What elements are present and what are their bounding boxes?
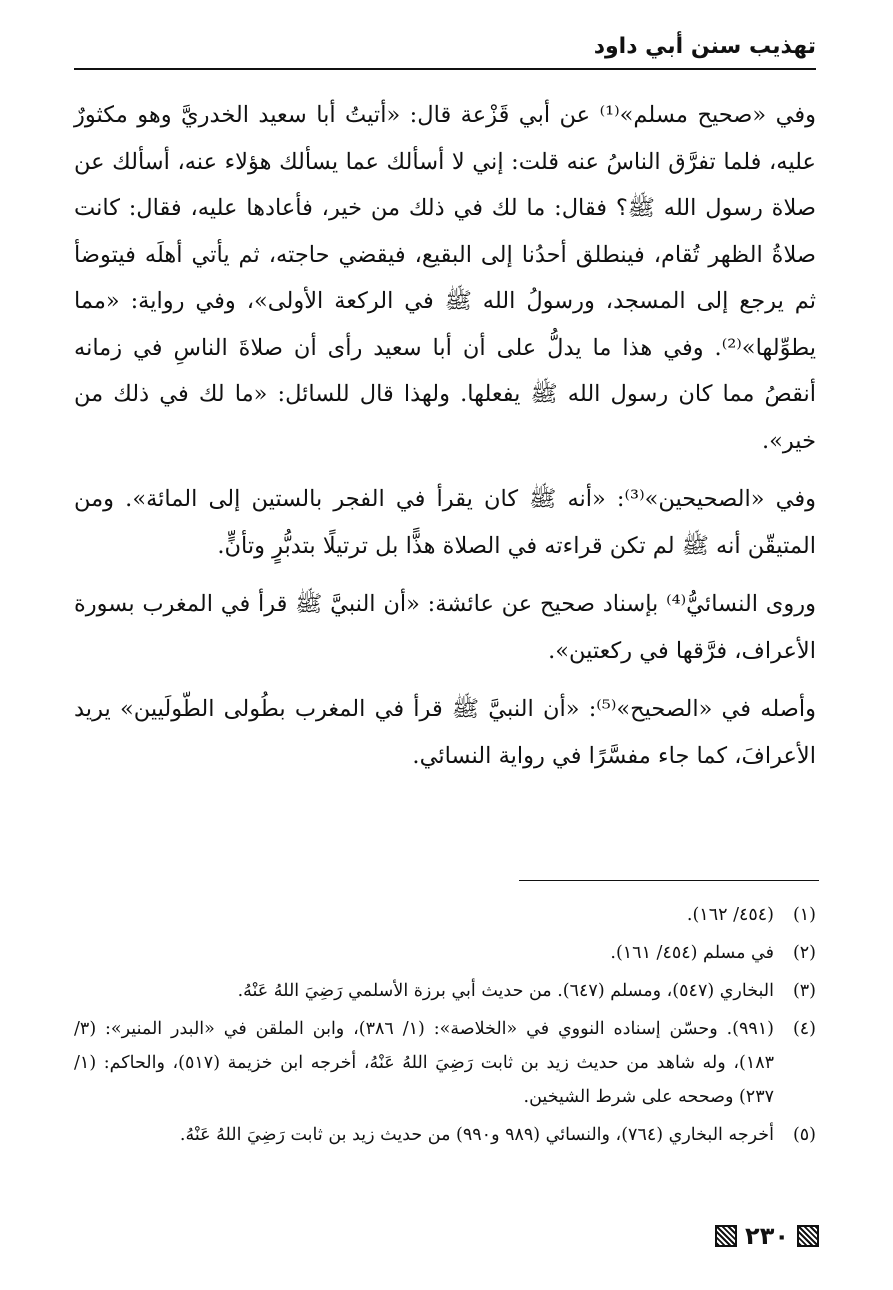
paragraph-sahihayn: وفي «الصحيحين»⁽³⁾: «أنه ﷺ كان يقرأ في الفجر بالستين إلى المائة». ومن المتيقّن أنه ﷺ لم تكن قراءته في الصلاة هذًّا بل ترتيلًا بتدبُّرٍ وتأنٍّ. [74, 486, 816, 559]
footnote-item [74, 1118, 816, 1152]
header-rule [74, 68, 816, 70]
page-number-block [715, 1222, 819, 1250]
footnote-text: البخاري (٥٤٧)، ومسلم (٦٤٧). من حديث أبي برزة الأسلمي رَضِيَ اللهُ عَنْهُ. [237, 981, 774, 1001]
footnote-item [74, 936, 816, 970]
footnote-number: (١) [792, 905, 816, 925]
footnote-item [74, 1012, 816, 1114]
page-number: ٢٣٠ [745, 1222, 789, 1250]
footnote-text: (٩٩١). وحسّن إسناده النووي في «الخلاصة»: (١/ ٣٨٦)، وابن الملقن في «البدر المنير»: (٣/ ١٨٣)، وله شاهد من حديث زيد بن ثابت رَضِيَ اللهُ عَنْهُ، أخرجه ابن خزيمة (٥١٧)، والحاكم: (١/ ٢٣٧) وصححه على شرط الشيخين. [74, 1019, 775, 1107]
footnote-item [74, 898, 816, 932]
paragraph-sahih: وأصله في «الصحيح»⁽⁵⁾: «أن النبيَّ ﷺ قرأ في المغرب بطُولى الطّولَيين» يريد الأعرافَ، كما جاء مفسَّرًا في رواية النسائي. [74, 696, 816, 769]
ornament-icon [797, 1225, 819, 1247]
footnote-separator [519, 880, 819, 881]
paragraph-muslim-hadith: وفي «صحيح مسلم»⁽¹⁾ عن أبي قَزْعة قال: «أتيتُ أبا سعيد الخدريَّ وهو مكثورٌ عليه، فلما تفرَّق الناسُ عنه قلت: إني لا أسألك عما يسألك هؤلاء عنه، أسألك عن صلاة رسول الله ﷺ؟ فقال: ما لك في ذلك من خير، فأعادها عليه، فقال: كانت صلاةُ الظهر تُقام، فينطلق أحدُنا إلى البقيع، فيقضي حاجته، ثم يأتي أهلَه فيتوضأ ثم يرجع إلى المسجد، ورسولُ الله ﷺ في الركعة الأولى»، وفي رواية: «مما يطوِّلها»⁽²⁾. وفي هذا ما يدلُّ على أن أبا سعيد رأى أن صلاةَ الناسِ في زمانه أنقصُ مما كان رسول الله ﷺ يفعلها. ولهذا قال للسائل: «ما لك في ذلك من خير». [74, 102, 816, 454]
footnotes [74, 898, 816, 1156]
footnote-number: (٢) [792, 943, 816, 963]
footnote-number: (٥) [792, 1125, 816, 1145]
main-text [74, 92, 816, 789]
header-title: تهذيب سنن أبي داود [593, 34, 816, 59]
footnote-text: (٤٥٤/ ١٦٢). [686, 905, 774, 925]
footnote-number: (٤) [792, 1019, 816, 1039]
footnote-text: في مسلم (٤٥٤/ ١٦١). [610, 943, 774, 963]
ornament-icon [715, 1225, 737, 1247]
footnote-number: (٣) [792, 981, 816, 1001]
paragraph-nasai: وروى النسائيُّ⁽⁴⁾ بإسناد صحيح عن عائشة: «أن النبيَّ ﷺ قرأ في المغرب بسورة الأعراف، فرَّقها في ركعتين». [74, 591, 816, 664]
footnote-item [74, 974, 816, 1008]
footnote-text: أخرجه البخاري (٧٦٤)، والنسائي (٩٨٩ و٩٩٠) من حديث زيد بن ثابت رَضِيَ اللهُ عَنْهُ. [179, 1125, 774, 1145]
